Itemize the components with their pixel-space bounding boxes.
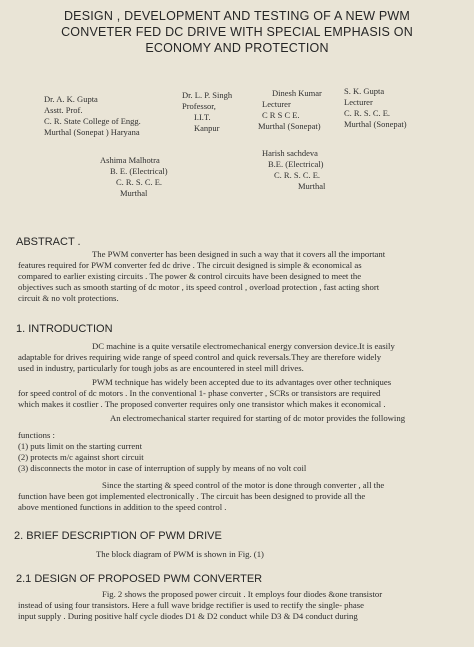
section-2-heading: 2. BRIEF DESCRIPTION OF PWM DRIVE: [14, 530, 222, 542]
author-role: Lecturer: [262, 99, 291, 109]
author-place: Murthal (Sonepat ) Haryana: [44, 127, 140, 137]
title-line-2: CONVETER FED DC DRIVE WITH SPECIAL EMPHASIS ON: [61, 25, 413, 39]
introduction-paragraph: [18, 377, 458, 410]
text-line: Since the starting & speed control of the motor is done through converter , all the: [102, 480, 385, 490]
author-name: S. K. Gupta: [344, 86, 385, 96]
author-name: Dinesh Kumar: [272, 88, 322, 98]
author-org: C. R. State College of Engg.: [44, 116, 141, 126]
author-place: Murthal: [298, 181, 326, 191]
text-line: An electromechanical starter required for starting of dc motor provides the following: [110, 413, 406, 423]
author-role: Asstt. Prof.: [44, 105, 83, 115]
section-2-1-heading: 2.1 DESIGN OF PROPOSED PWM CONVERTER: [16, 573, 263, 585]
introduction-paragraph: [18, 341, 458, 374]
author-name: Dr. L. P. Singh: [182, 90, 233, 100]
text-line: adaptable for drives requiring wide range of speed control and quick reversals.They are therefore widely: [18, 352, 382, 362]
introduction-paragraph: [18, 480, 458, 513]
text-line: features required for PWM converter fed dc drive . The circuit designed is simple & economical as: [18, 260, 362, 270]
text-line: used in industry, particularly for tough jobs as are encountered in steel mill drives.: [18, 363, 304, 373]
author-block: [100, 155, 168, 199]
list-item: (3) disconnects the motor in case of interruption of supply by means of no volt coil: [18, 463, 307, 473]
author-org: C. R. S. C. E.: [344, 108, 391, 118]
text-line: which makes it costlier . The proposed converter requires only one transistor which makes it economical .: [18, 399, 386, 409]
text-line: instead of using four transistors. Here a full wave bridge rectifier is used to rectify the single- phase: [18, 600, 364, 610]
author-block: [262, 148, 325, 192]
text-line: The block diagram of PWM is shown in Fig. (1): [96, 549, 264, 559]
author-place: Murthal (Sonepat): [258, 121, 321, 131]
author-place: Kanpur: [194, 123, 220, 133]
title-line-1: DESIGN , DEVELOPMENT AND TESTING OF A NEW PWM: [63, 9, 411, 23]
author-name: Harish sachdeva: [262, 148, 318, 158]
author-role: Lecturer: [344, 97, 373, 107]
introduction-paragraph: [18, 413, 458, 441]
text-line: for speed control of dc motors . In the conventional 1- phase converter , SCRs or transistors are required: [18, 388, 381, 398]
author-org: C. R. S. C. E.: [116, 177, 163, 187]
author-block: [182, 90, 232, 134]
text-line: input supply . During positive half cycle diodes D1 & D2 conduct while D3 & D4 conduct during: [18, 611, 358, 621]
text-line: The PWM converter has been designed in such a way that it covers all the important: [92, 249, 386, 259]
design-text: [18, 589, 458, 622]
author-role: Professor,: [182, 101, 216, 111]
abstract-heading: ABSTRACT .: [16, 236, 81, 248]
author-place: Murthal (Sonepat): [344, 119, 407, 129]
text-line: function have been got implemented electronically . The circuit has been designed to provide all the: [18, 491, 366, 501]
brief-text: [18, 549, 458, 560]
text-line: Fig. 2 shows the proposed power circuit . It employs four diodes &one transistor: [102, 589, 383, 599]
author-place: Murthal: [120, 188, 148, 198]
author-name: Dr. A. K. Gupta: [44, 94, 98, 104]
author-role: B.E. (Electrical): [268, 159, 324, 169]
author-role: B. E. (Electrical): [110, 166, 168, 176]
list-item: (1) puts limit on the starting current: [18, 441, 143, 451]
list-item: (2) protects m/c against short circuit: [18, 452, 144, 462]
author-block: [258, 88, 322, 132]
paper-title: [12, 8, 462, 56]
text-line: compared to earlier existing circuits . The power & control circuits have been designed to meet the: [18, 271, 362, 281]
title-line-3: ECONOMY AND PROTECTION: [145, 41, 329, 55]
text-line: DC machine is a quite versatile electromechanical energy conversion device.It is easily: [92, 341, 395, 351]
text-line: objectives such as smooth starting of dc motor , its speed control , overload protection , fast acting short: [18, 282, 380, 292]
author-name: Ashima Malhotra: [100, 155, 160, 165]
abstract-text: [18, 249, 458, 304]
author-org: C R S C E.: [262, 110, 300, 120]
author-block: [44, 94, 141, 138]
text-line: functions :: [18, 430, 55, 440]
introduction-heading: 1. INTRODUCTION: [16, 323, 113, 335]
text-line: PWM technique has widely been accepted due to its advantages over other techniques: [92, 377, 392, 387]
author-org: I.I.T.: [194, 112, 211, 122]
text-line: above mentioned functions in addition to the speed control .: [18, 502, 227, 512]
author-org: C. R. S. C. E.: [274, 170, 321, 180]
text-line: circuit & no volt protections.: [18, 293, 119, 303]
author-block: [344, 86, 407, 130]
